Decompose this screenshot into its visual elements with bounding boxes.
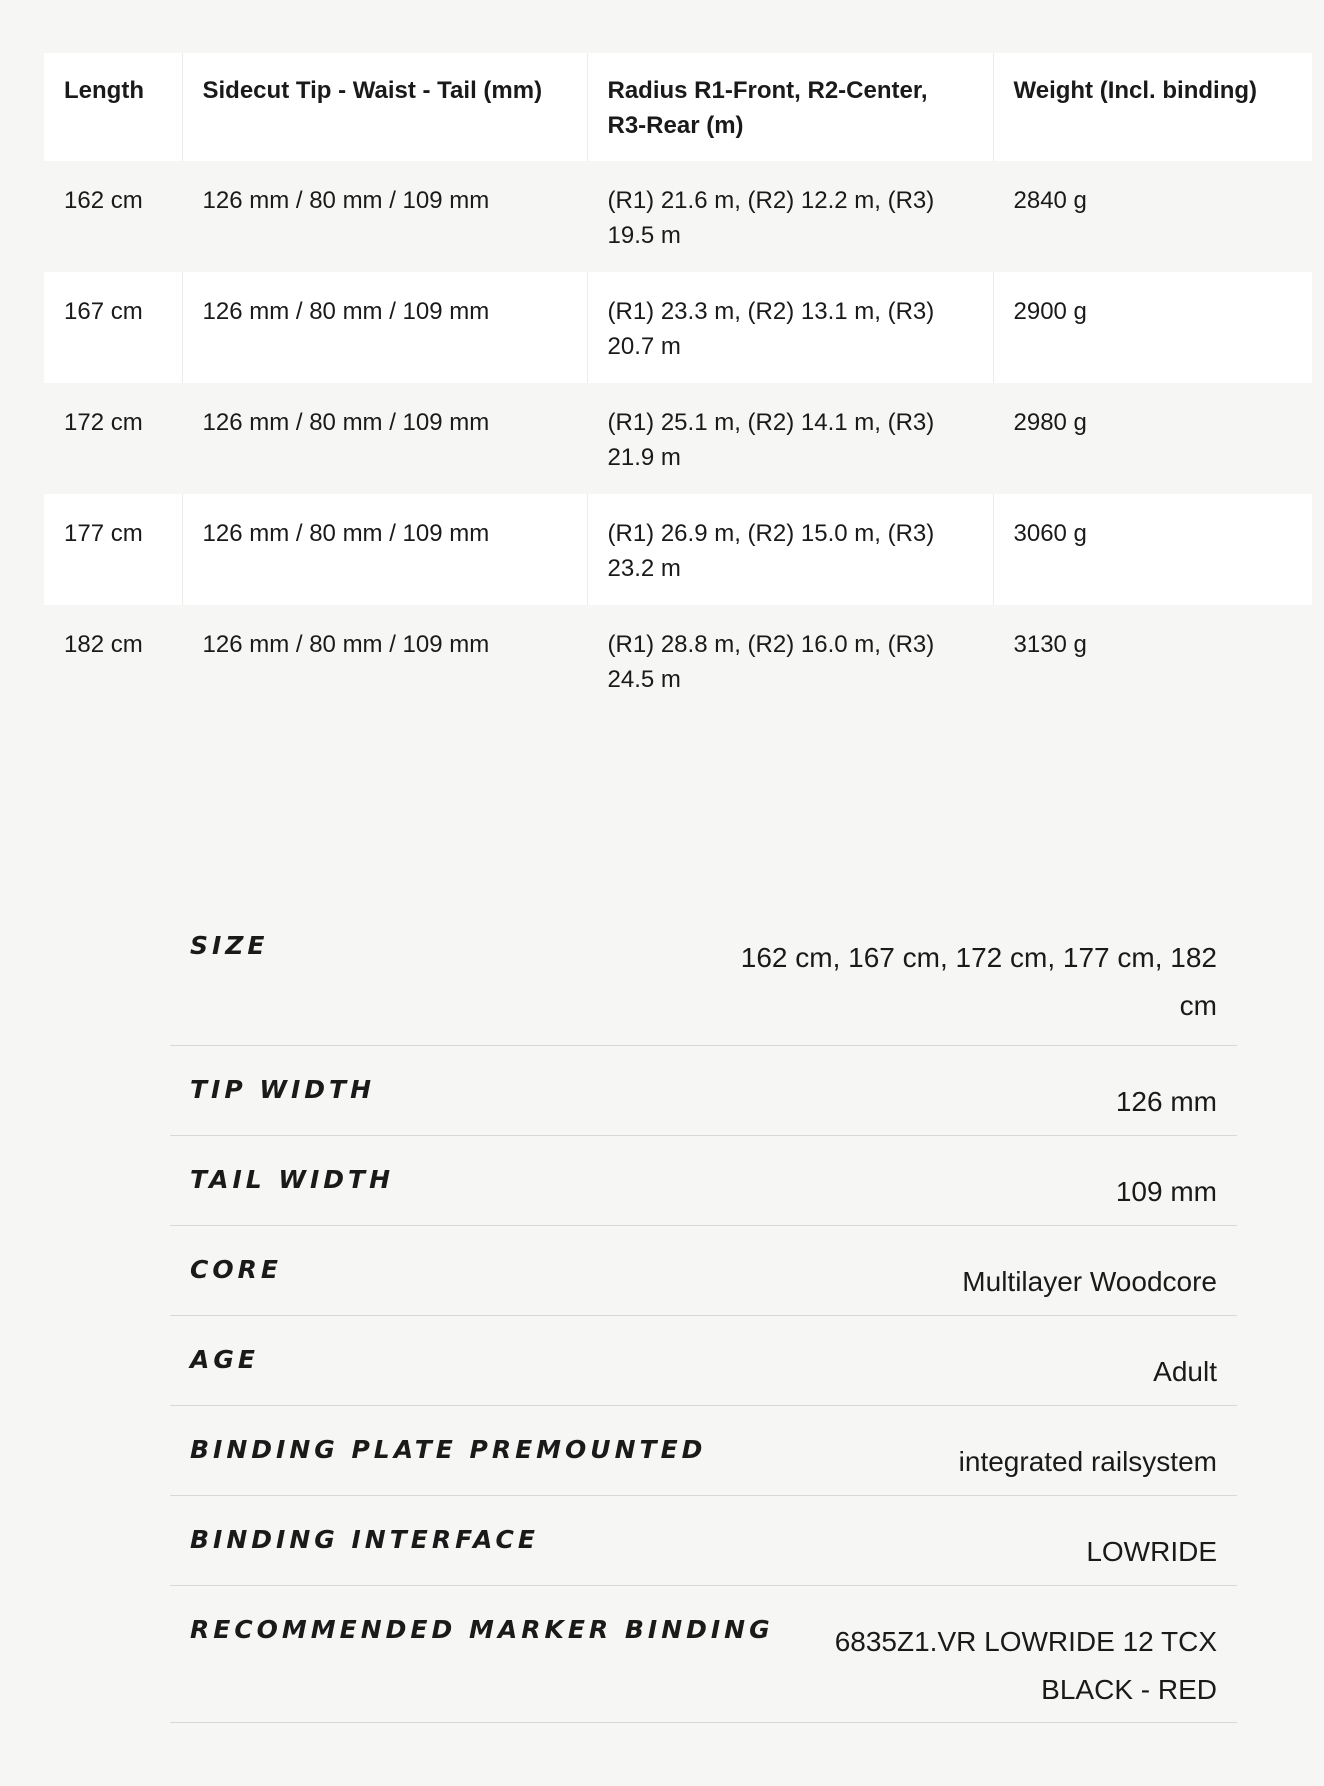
attribute-value: 109 mm	[1115, 1176, 1217, 1207]
cell-weight: 3130 g	[993, 605, 1312, 716]
cell-sidecut: 126 mm / 80 mm / 109 mm	[182, 161, 587, 272]
table-row	[44, 383, 1312, 494]
cell-sidecut: 126 mm / 80 mm / 109 mm	[182, 494, 587, 605]
table-row	[44, 605, 1312, 716]
attribute-value: integrated railsystem	[958, 1446, 1217, 1477]
cell-weight: 2900 g	[993, 272, 1312, 383]
attribute-row-binding-interface	[170, 1496, 1237, 1586]
attribute-value: LOWRIDE	[1086, 1536, 1217, 1567]
table-row	[44, 494, 1312, 605]
attribute-value: 126 mm	[1115, 1086, 1217, 1117]
attribute-value: Multilayer Woodcore	[962, 1266, 1217, 1297]
header-sidecut: Sidecut Tip - Waist - Tail (mm)	[182, 53, 587, 161]
attribute-label: TAIL WIDTH	[190, 1165, 395, 1194]
cell-weight: 3060 g	[993, 494, 1312, 605]
cell-radius: (R1) 25.1 m, (R2) 14.1 m, (R3) 21.9 m	[587, 383, 993, 494]
cell-sidecut: 126 mm / 80 mm / 109 mm	[182, 383, 587, 494]
table-row	[44, 161, 1312, 272]
attribute-label: TIP WIDTH	[190, 1075, 375, 1104]
attribute-row-tail-width	[170, 1136, 1237, 1226]
table-row	[44, 272, 1312, 383]
attribute-label: BINDING PLATE PREMOUNTED	[190, 1435, 707, 1464]
attribute-label: RECOMMENDED MARKER BINDING	[190, 1615, 774, 1644]
attribute-value: 162 cm, 167 cm, 172 cm, 177 cm, 182 cm	[740, 942, 1217, 1021]
cell-radius: (R1) 21.6 m, (R2) 12.2 m, (R3) 19.5 m	[587, 161, 993, 272]
attribute-row-binding-plate	[170, 1406, 1237, 1496]
cell-radius: (R1) 28.8 m, (R2) 16.0 m, (R3) 24.5 m	[587, 605, 993, 716]
cell-sidecut: 126 mm / 80 mm / 109 mm	[182, 605, 587, 716]
cell-weight: 2840 g	[993, 161, 1312, 272]
attribute-row-recommended-binding	[170, 1586, 1237, 1723]
attribute-value: 6835Z1.VR LOWRIDE 12 TCX BLACK - RED	[834, 1626, 1217, 1705]
cell-length: 162 cm	[64, 187, 143, 214]
attribute-row-size	[170, 904, 1237, 1046]
attribute-row-core	[170, 1226, 1237, 1316]
header-radius: Radius R1-Front, R2-Center, R3-Rear (m)	[587, 53, 993, 161]
cell-length: 177 cm	[64, 520, 143, 547]
table-header-row	[44, 53, 1312, 161]
attribute-value: Adult	[1153, 1356, 1217, 1387]
cell-length: 167 cm	[64, 298, 143, 325]
ski-dimensions-table	[44, 53, 1312, 716]
product-attributes-list	[170, 904, 1237, 1723]
cell-sidecut: 126 mm / 80 mm / 109 mm	[182, 272, 587, 383]
attribute-label: SIZE	[190, 931, 269, 960]
attribute-label: AGE	[190, 1345, 259, 1374]
cell-radius: (R1) 26.9 m, (R2) 15.0 m, (R3) 23.2 m	[587, 494, 993, 605]
header-length: Length	[64, 77, 144, 104]
attribute-label: BINDING INTERFACE	[190, 1525, 539, 1554]
attribute-row-age	[170, 1316, 1237, 1406]
cell-weight: 2980 g	[993, 383, 1312, 494]
cell-radius: (R1) 23.3 m, (R2) 13.1 m, (R3) 20.7 m	[587, 272, 993, 383]
attribute-label: CORE	[190, 1255, 282, 1284]
header-weight: Weight (Incl. binding)	[993, 53, 1312, 161]
attribute-row-tip-width	[170, 1046, 1237, 1136]
cell-length: 172 cm	[64, 409, 143, 436]
cell-length: 182 cm	[64, 631, 143, 658]
